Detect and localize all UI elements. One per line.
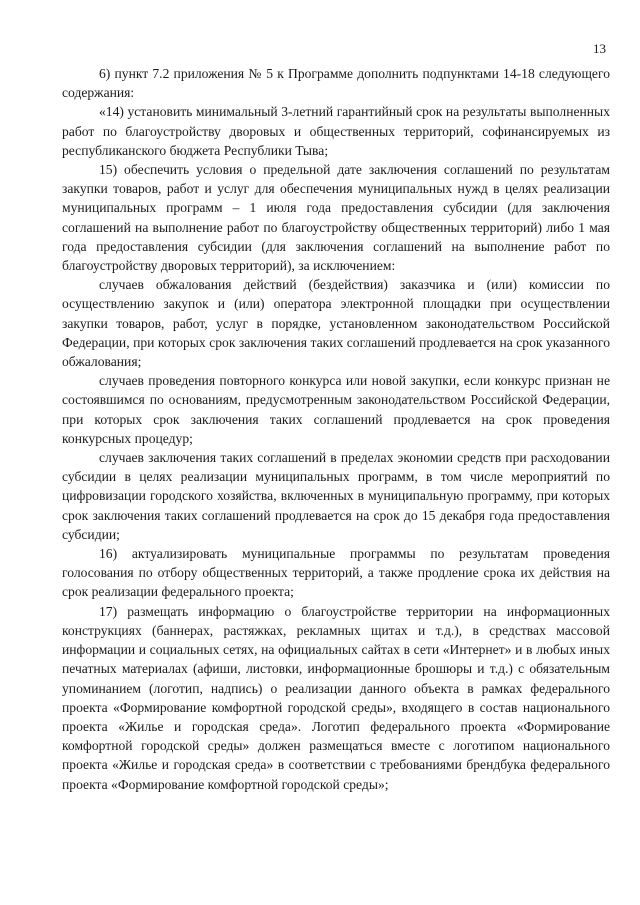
- paragraph-exception-appeal: случаев обжалования действий (бездействия) заказчика и (или) комиссии по осуществлению закупок и (или) оператора электронной площадки при осуществлении закупки товаров, работ, услуг в порядке, установленном законодательством Российской Федерации, при которых срок заключения таких соглашений продлевается на срок указанного обжалования;: [62, 277, 610, 370]
- document-body: [62, 64, 610, 794]
- paragraph-subitem-16: 16) актуализировать муниципальные программы по результатам проведения голосования по отбору общественных территорий, а также продление срока их действия на срок реализации федерального проекта;: [62, 546, 610, 600]
- paragraph-exception-savings: случаев заключения таких соглашений в пределах экономии средств при расходовании субсидии в целях реализации муниципальных программ, в том числе мероприятий по цифровизации городского хозяйства, включенных в муниципальную программу, при которых срок заключения таких соглашений продлевается на срок до 15 декабря года предоставления субсидии;: [62, 450, 610, 542]
- paragraph-6-item: 6) пункт 7.2 приложения № 5 к Программе дополнить подпунктами 14-18 следующего содержания:: [62, 66, 610, 101]
- paragraph-subitem-15: 15) обеспечить условия о предельной дате заключения соглашений по результатам закупки товаров, работ и услуг для обеспечения муниципальных нужд в целях реализации муниципальных программ – 1 июля года предоставления субсидии (для заключения соглашений на выполнение работ по благоустройству общественных территорий) либо 1 мая года предоставления субсидии (для заключения соглашений на выполнение работ по благоустройству дворовых территорий), за исключением:: [62, 162, 610, 274]
- paragraph-subitem-14: «14) установить минимальный 3-летний гарантийный срок на результаты выполненных работ по благоустройству дворовых и общественных территорий, софинансируемых из республиканского бюджета Республики Тыва;: [62, 104, 610, 158]
- paragraph-exception-repeat-tender: случаев проведения повторного конкурса или новой закупки, если конкурс признан не состоявшимся по основаниям, предусмотренным законодательством Российской Федерации, при которых срок заключения таких соглашений продлевается на срок проведения конкурсных процедур;: [62, 373, 610, 446]
- page-number: 13: [593, 41, 606, 56]
- paragraph-subitem-17: 17) размещать информацию о благоустройстве территории на информационных конструкциях (баннерах, растяжках, рекламных щитах и т.д.), в средствах массовой информации и социальных сетях, на официальных сайтах в сети «Интернет» и в любых иных печатных материалах (афиши, листовки, информационные брошюры и т.д.) с обязательным упоминанием (логотип, надпись) о реализации данного объекта в рамках федерального проекта «Формирование комфортной городской среды», входящего в состав национального проекта «Жилье и городская среда». Логотип федерального проекта «Формирование комфортной городской среды» должен размещаться вместе с логотипом национального проекта «Жилье и городская среда» в соответствии с требованиями брендбука федерального проекта «Формирование комфортной городской среды»;: [62, 603, 610, 792]
